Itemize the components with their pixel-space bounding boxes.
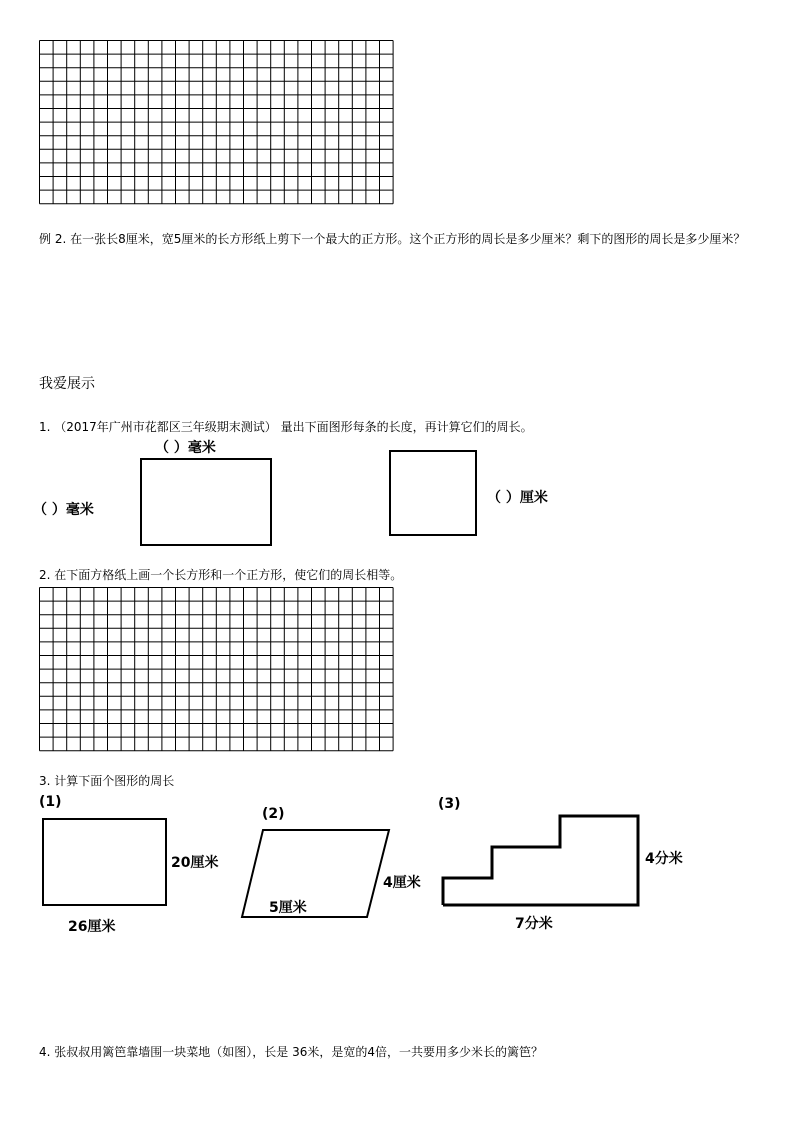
grid-paper-bottom xyxy=(39,587,397,752)
question-4-text: 4. 张叔叔用篱笆靠墙围一块菜地（如图），长是 36米，是宽的4倍，一共要用多少米长的篱笆？ xyxy=(39,1045,543,1059)
measure-square xyxy=(389,450,477,536)
square-side-label: （ ）厘米 xyxy=(487,490,548,506)
figure-3-staircase xyxy=(441,814,641,908)
figure-2-number: (2) xyxy=(262,806,285,822)
figure-3-bottom-label: 7分米 xyxy=(515,916,553,932)
figure-1-bottom-label: 26厘米 xyxy=(68,919,116,935)
figure-1-number: (1) xyxy=(39,794,62,810)
rect-top-length-label: （ ）毫米 xyxy=(155,440,216,456)
question-1-text: 1. （2017年广州市花都区三年级期末测试） 量出下面图形每条的长度，再计算它们的周长。 xyxy=(39,420,533,434)
question-3-text: 3. 计算下面个图形的周长 xyxy=(39,774,175,788)
grid-paper-top xyxy=(39,40,397,205)
figure-2-parallelogram xyxy=(240,828,392,920)
figure-2-side-label: 4厘米 xyxy=(383,875,421,891)
rect-left-length-label: （ ）毫米 xyxy=(33,502,94,518)
figure-2-bottom-label: 5厘米 xyxy=(269,900,307,916)
figure-3-side-label: 4分米 xyxy=(645,851,683,867)
figure-1-side-label: 20厘米 xyxy=(171,855,219,871)
section-title: 我爱展示 xyxy=(39,376,95,392)
example-2-text: 例 2. 在一张长8厘米，宽5厘米的长方形纸上剪下一个最大的正方形。这个正方形的周长是多少厘米？剩下的图形的周长是多少厘米？ xyxy=(39,232,746,246)
measure-rectangle xyxy=(140,458,272,546)
question-2-text: 2. 在下面方格纸上画一个长方形和一个正方形，使它们的周长相等。 xyxy=(39,568,403,582)
figure-1-rectangle xyxy=(42,818,167,906)
figure-3-number: (3) xyxy=(438,796,461,812)
